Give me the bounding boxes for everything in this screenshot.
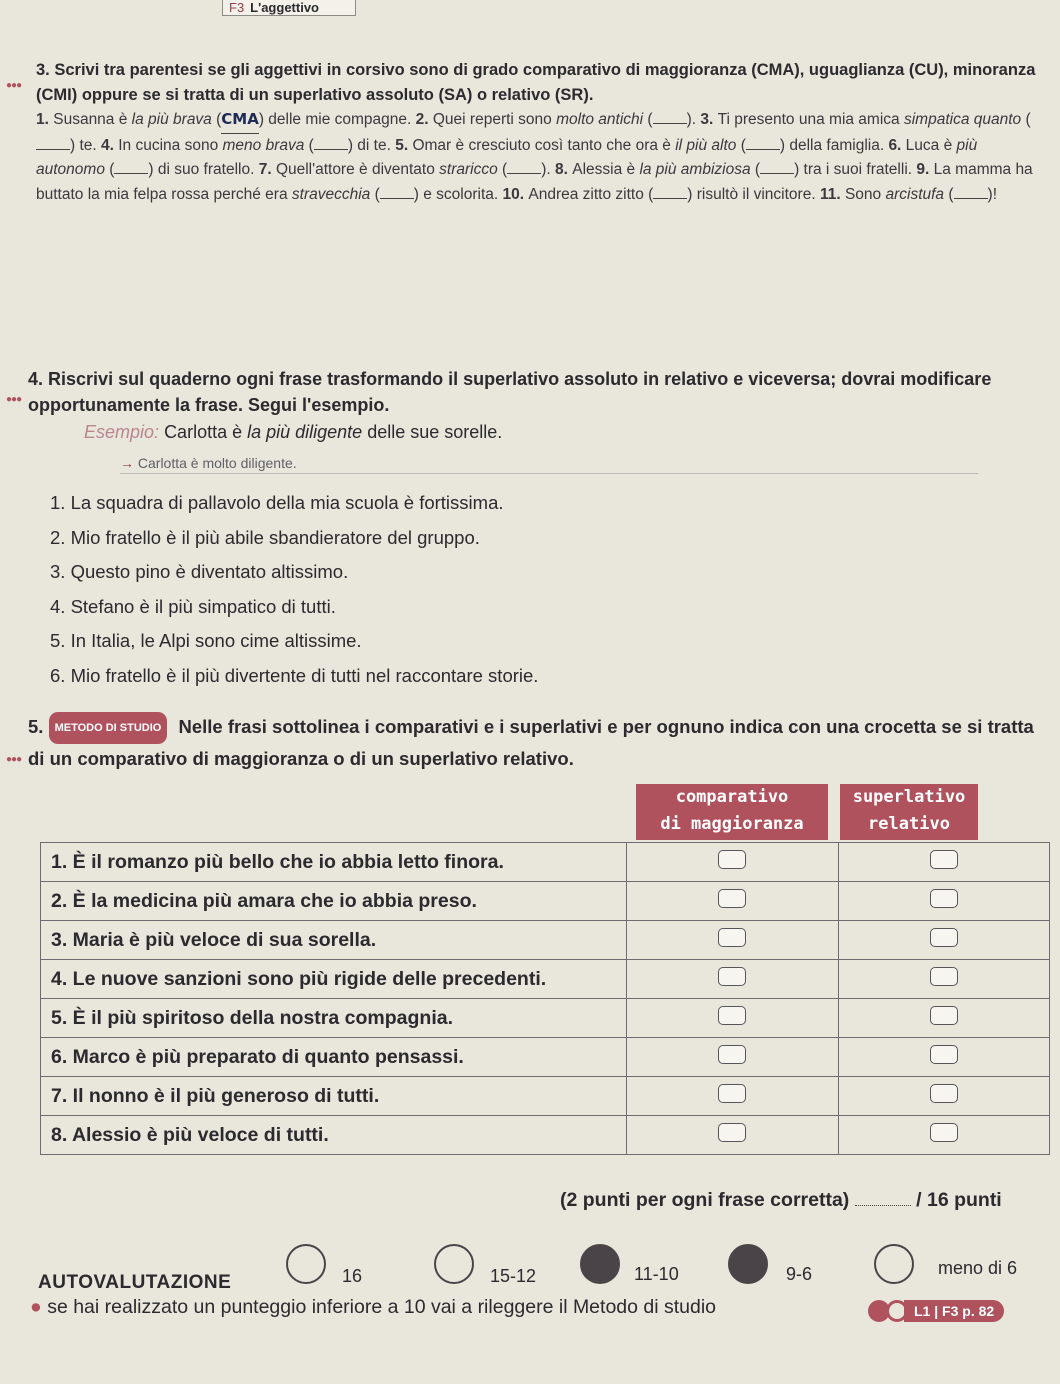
- checkbox-comparativo[interactable]: [718, 1006, 746, 1025]
- answer-blank[interactable]: [507, 173, 541, 174]
- checkbox-superlativo[interactable]: [930, 928, 958, 947]
- row-sentence: 1. È il romanzo più bello che io abbia letto finora.: [41, 843, 627, 882]
- exercise-4-instruction: 4. Riscrivi sul quaderno ogni frase trasformando il superlativo assoluto in relativo e viceversa; dovrai modificare opportunamente la frase. Segui l'esempio.: [28, 369, 992, 415]
- table-row: [41, 843, 1050, 882]
- ex3-item: 11. Sono arcistufa ( )!: [819, 185, 997, 203]
- score-line: (2 punti per ogni frase corretta) / 16 punti: [560, 1189, 1002, 1211]
- ex3-item: 4. In cucina sono meno brava ( ) di te.: [101, 136, 396, 154]
- column-header-comparativo: comparativo di maggioranza: [636, 784, 828, 840]
- checkbox-comparativo[interactable]: [718, 1123, 746, 1142]
- ex3-item: 8. Alessia è la più ambiziosa ( ) tra i suoi fratelli.: [555, 161, 917, 179]
- checkbox-comparativo[interactable]: [718, 1045, 746, 1064]
- row-sentence: 8. Alessio è più veloce di tutti.: [41, 1116, 627, 1155]
- bullet-icon: ●: [30, 1296, 42, 1318]
- row-sentence: 3. Maria è più veloce di sua sorella.: [41, 921, 627, 960]
- smile-face-icon: [434, 1244, 474, 1284]
- checkbox-superlativo[interactable]: [930, 889, 958, 908]
- ex4-item: 3. Questo pino è diventato altissimo.: [50, 561, 349, 582]
- answer-blank[interactable]: [380, 198, 414, 199]
- exercise-4-items: [50, 486, 538, 693]
- answer-blank[interactable]: [746, 149, 780, 150]
- row-sentence: 6. Marco è più preparato di quanto pensassi.: [41, 1038, 627, 1077]
- score-blank: [855, 1205, 911, 1206]
- exercise-4-example-result: → Carlotta è molto diligente.: [120, 455, 978, 474]
- table-row: [41, 1038, 1050, 1077]
- ex4-item: 4. Stefano è il più simpatico di tutti.: [50, 595, 336, 617]
- exercise-3-items: [36, 107, 1036, 207]
- level-2: 15-12: [490, 1266, 537, 1286]
- ex3-item: 7. Quell'attore è diventato straricco ( ).: [258, 161, 555, 179]
- thumbs-down-icon: [728, 1244, 768, 1284]
- answer-blank[interactable]: [954, 198, 988, 199]
- table-row: [41, 999, 1050, 1038]
- table-row: [41, 1116, 1050, 1155]
- difficulty-dots-ex5: ●●●: [6, 754, 22, 765]
- answer-blank[interactable]: [760, 173, 794, 174]
- chapter-prefix: F3: [229, 0, 245, 15]
- chapter-header: [222, 0, 356, 16]
- answer-blank[interactable]: [36, 149, 70, 150]
- checkbox-comparativo[interactable]: [718, 1084, 746, 1103]
- level-3: 11-10: [634, 1264, 679, 1284]
- answer-blank[interactable]: [653, 123, 687, 124]
- table-row: [41, 1077, 1050, 1116]
- answer-blank[interactable]: CMA: [221, 107, 259, 134]
- sad-face-icon: [874, 1244, 914, 1284]
- difficulty-dots-ex4: ●●●: [6, 394, 22, 405]
- ex3-item: 9. La mamma ha buttato la mia felpa rossa perché era stravecchia ( ) e scolorita.: [36, 161, 1033, 203]
- answer-blank[interactable]: [653, 198, 687, 199]
- ex4-item: 2. Mio fratello è il più abile sbandieratore del gruppo.: [50, 526, 480, 548]
- checkbox-superlativo[interactable]: [930, 1006, 958, 1025]
- checkbox-superlativo[interactable]: [930, 1045, 958, 1064]
- metodo-di-studio-badge: METODO DI STUDIO: [49, 712, 168, 744]
- checkbox-superlativo[interactable]: [930, 967, 958, 986]
- arrow-right-icon: →: [120, 455, 134, 471]
- row-sentence: 7. Il nonno è il più generoso di tutti.: [41, 1077, 627, 1116]
- difficulty-dots-ex3: ●●●: [6, 80, 22, 91]
- ex3-item: 3. Ti presento una mia amica simpatica quanto () te.: [36, 111, 1031, 154]
- level-4: 9-6: [786, 1264, 813, 1284]
- checkbox-superlativo[interactable]: [930, 1123, 958, 1142]
- answer-blank[interactable]: [114, 173, 148, 174]
- ex3-item: 5. Omar è cresciuto così tanto che ora è il più alto ( ) della famiglia.: [395, 136, 889, 154]
- autovalutazione-note: ● se hai realizzato un punteggio inferiore a 10 vai a rileggere il Metodo di studio: [30, 1296, 717, 1318]
- table-row: [41, 882, 1050, 921]
- ex3-item: 10. Andrea zitto zitto ( ) risultò il vincitore.: [502, 185, 820, 203]
- ex3-item: 2. Quei reperti sono molto antichi ( ).: [415, 111, 701, 129]
- ex3-item: 6. Luca è più autonomo ( ) di suo fratello.: [36, 136, 978, 179]
- table-row: [41, 960, 1050, 999]
- column-header-superlativo: superlativo relativo: [840, 784, 978, 840]
- page-reference: [868, 1298, 1004, 1324]
- answer-blank[interactable]: [314, 149, 348, 150]
- exercise-3-instruction: 3. Scrivi tra parentesi se gli aggettivi in corsivo sono di grado comparativo di maggioranza (CMA), uguaglianza (CU), minoranza (CMI) oppure se si tratta di un superlativo assoluto (SA) o relativo (SR).: [36, 61, 1036, 104]
- thumbs-up-icon: [580, 1244, 620, 1284]
- chapter-title: L'aggettivo: [250, 0, 319, 15]
- checkbox-comparativo[interactable]: [718, 889, 746, 908]
- exercise-3: [36, 58, 1036, 208]
- row-sentence: 2. È la medicina più amara che io abbia preso.: [41, 882, 627, 921]
- checkbox-superlativo[interactable]: [930, 850, 958, 869]
- exercise-4-example: Esempio: Carlotta è la più diligente delle sue sorelle.: [84, 422, 503, 442]
- ex4-item: 1. La squadra di pallavolo della mia scuola è fortissima.: [50, 492, 504, 513]
- exercise-5-table: [40, 842, 1050, 1155]
- ex4-item: 5. In Italia, le Alpi sono cime altissime.: [50, 630, 362, 651]
- row-sentence: 4. Le nuove sanzioni sono più rigide delle precedenti.: [41, 960, 627, 999]
- checkbox-comparativo[interactable]: [718, 928, 746, 947]
- checkbox-comparativo[interactable]: [718, 850, 746, 869]
- autovalutazione-label: AUTOVALUTAZIONE: [38, 1272, 232, 1293]
- level-1: 16: [342, 1266, 363, 1286]
- table-row: [41, 921, 1050, 960]
- ex4-item: 6. Mio fratello è il più divertente di tutti nel raccontare storie.: [50, 664, 539, 686]
- example-label: Esempio:: [84, 422, 160, 442]
- exercise-5-instruction: 5. METODO DI STUDIO Nelle frasi sottolinea i comparativi e i superlativi e per ognuno indica con una crocetta se si tratta di un comparativo di maggioranza o di un superlativo relativo.: [28, 712, 1038, 774]
- ex3-item: 1. Susanna è la più brava (CMA) delle mie compagne.: [36, 111, 416, 128]
- checkbox-superlativo[interactable]: [930, 1084, 958, 1103]
- happy-face-icon: [286, 1244, 326, 1284]
- row-sentence: 5. È il più spiritoso della nostra compagnia.: [41, 999, 627, 1038]
- checkbox-comparativo[interactable]: [718, 967, 746, 986]
- level-5: meno di 6: [938, 1258, 1018, 1278]
- reference-label: L1 | F3 p. 82: [904, 1300, 1004, 1322]
